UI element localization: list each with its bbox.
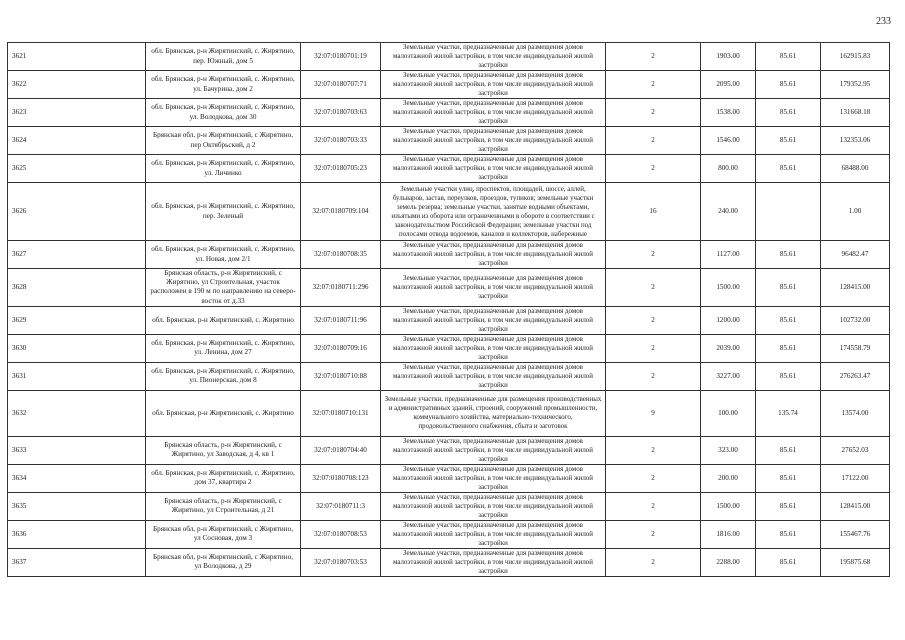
purpose-code-cell: 2 xyxy=(606,334,701,362)
cadastral-value-cell: 13574.00 xyxy=(821,390,890,436)
land-purpose-cell: Земельные участки, предназначенные для размещения производственных и административных зданий, строений, сооружений промышленности, коммунального хозяйства, материально-технического, продовольственного снабжения, сбыта и заготовок xyxy=(381,390,606,436)
area-cell: 1816.00 xyxy=(701,520,756,548)
row-number: 3629 xyxy=(8,306,146,334)
table-row xyxy=(8,43,890,71)
row-number: 3636 xyxy=(8,520,146,548)
cadastral-value-cell: 195875.68 xyxy=(821,548,890,576)
row-number: 3622 xyxy=(8,71,146,99)
area-cell: 323.00 xyxy=(701,436,756,464)
table-row xyxy=(8,464,890,492)
address-cell: обл. Брянская, р-н Жирятинский, с. Жирятино, ул. Бачурина, дом 2 xyxy=(146,71,301,99)
purpose-code-cell: 2 xyxy=(606,155,701,183)
purpose-code-cell: 2 xyxy=(606,362,701,390)
row-number: 3625 xyxy=(8,155,146,183)
cadastral-value-table xyxy=(7,42,890,577)
address-cell: обл. Брянская, р-н Жирятинский, с. Жирятино, ул. Ленина, дом 27 xyxy=(146,334,301,362)
row-number: 3635 xyxy=(8,492,146,520)
cadastral-number-cell: 32:07:0180711:296 xyxy=(301,269,381,307)
cadastral-number-cell: 32:07:0180711:96 xyxy=(301,306,381,334)
rate-cell: 85.61 xyxy=(756,548,821,576)
cadastral-value-cell: 128415.00 xyxy=(821,269,890,307)
purpose-code-cell: 2 xyxy=(606,241,701,269)
area-cell: 1546.00 xyxy=(701,127,756,155)
row-number: 3624 xyxy=(8,127,146,155)
address-cell: обл. Брянская, р-н Жирятинский, с. Жирятино, ул. Новая, дом 2/1 xyxy=(146,241,301,269)
table-row xyxy=(8,436,890,464)
area-cell: 1127.00 xyxy=(701,241,756,269)
table-row xyxy=(8,390,890,436)
address-cell: Брянская область, р-н Жирятинский, с Жирятино, ул Строительная, д 21 xyxy=(146,492,301,520)
address-cell: Брянская область, р-н Жирятинский, с Жирятино, ул Заводская, д 4, кв 1 xyxy=(146,436,301,464)
address-cell: обл. Брянская, р-н Жирятинский, с. Жирятино, ул. Личинко xyxy=(146,155,301,183)
land-purpose-cell: Земельные участки, предназначенные для размещения домов малоэтажной жилой застройки, в том числе индивидуальной жилой застройки xyxy=(381,520,606,548)
rate-cell: 85.61 xyxy=(756,306,821,334)
address-cell: обл. Брянская, р-н Жирятинский, с. Жирятино, пер. Зеленый xyxy=(146,183,301,241)
cadastral-number-cell: 32:07:0180703:53 xyxy=(301,548,381,576)
rate-cell: 85.61 xyxy=(756,436,821,464)
area-cell: 240.00 xyxy=(701,183,756,241)
cadastral-number-cell: 32:07:0180709:104 xyxy=(301,183,381,241)
rate-cell: 85.61 xyxy=(756,492,821,520)
area-cell: 1500.00 xyxy=(701,269,756,307)
purpose-code-cell: 9 xyxy=(606,390,701,436)
cadastral-value-cell: 96482.47 xyxy=(821,241,890,269)
table-row xyxy=(8,183,890,241)
area-cell: 3227.00 xyxy=(701,362,756,390)
page-number: 233 xyxy=(876,16,891,27)
cadastral-number-cell: 32:07:0180710:131 xyxy=(301,390,381,436)
area-cell: 1500.00 xyxy=(701,492,756,520)
address-cell: обл. Брянская, р-н Жирятинский, с. Жирятино xyxy=(146,390,301,436)
row-number: 3626 xyxy=(8,183,146,241)
cadastral-number-cell: 32:07:0180708:35 xyxy=(301,241,381,269)
cadastral-value-cell: 131668.18 xyxy=(821,99,890,127)
rate-cell: 135.74 xyxy=(756,390,821,436)
cadastral-value-cell: 174558.79 xyxy=(821,334,890,362)
address-cell: Брянская обл, р-н Жирятинский, с Жирятино, ул Володкова, д 29 xyxy=(146,548,301,576)
land-purpose-cell: Земельные участки, предназначенные для размещения домов малоэтажной жилой застройки, в том числе индивидуальной жилой застройки xyxy=(381,334,606,362)
table-row xyxy=(8,155,890,183)
table-row xyxy=(8,99,890,127)
table-row xyxy=(8,127,890,155)
rate-cell: 85.61 xyxy=(756,464,821,492)
row-number: 3633 xyxy=(8,436,146,464)
cadastral-value-cell: 162915.83 xyxy=(821,43,890,71)
land-purpose-cell: Земельные участки, предназначенные для размещения домов малоэтажной жилой застройки, в том числе индивидуальной жилой застройки xyxy=(381,71,606,99)
area-cell: 1538.00 xyxy=(701,99,756,127)
rate-cell: 85.61 xyxy=(756,362,821,390)
purpose-code-cell: 2 xyxy=(606,43,701,71)
purpose-code-cell: 2 xyxy=(606,71,701,99)
purpose-code-cell: 2 xyxy=(606,127,701,155)
land-purpose-cell: Земельные участки, предназначенные для размещения домов малоэтажной жилой застройки, в том числе индивидуальной жилой застройки xyxy=(381,436,606,464)
land-purpose-cell: Земельные участки, предназначенные для размещения домов малоэтажной жилой застройки, в том числе индивидуальной жилой застройки xyxy=(381,492,606,520)
cadastral-number-cell: 32:07:0180708:123 xyxy=(301,464,381,492)
cadastral-value-cell: 68488.00 xyxy=(821,155,890,183)
rate-cell: 85.61 xyxy=(756,241,821,269)
cadastral-value-cell: 128415.00 xyxy=(821,492,890,520)
purpose-code-cell: 2 xyxy=(606,464,701,492)
table-row xyxy=(8,362,890,390)
area-cell: 1903.00 xyxy=(701,43,756,71)
table-row xyxy=(8,548,890,576)
land-purpose-cell: Земельные участки, предназначенные для размещения домов малоэтажной жилой застройки, в том числе индивидуальной жилой застройки xyxy=(381,306,606,334)
cadastral-number-cell: 32:07:0180703:63 xyxy=(301,99,381,127)
purpose-code-cell: 2 xyxy=(606,99,701,127)
area-cell: 2095.00 xyxy=(701,71,756,99)
cadastral-value-cell: 17122.00 xyxy=(821,464,890,492)
address-cell: обл. Брянская, р-н Жирятинский, с. Жирятино, ул. Володкова, дом 30 xyxy=(146,99,301,127)
purpose-code-cell: 2 xyxy=(606,436,701,464)
cadastral-value-cell: 179352.95 xyxy=(821,71,890,99)
row-number: 3632 xyxy=(8,390,146,436)
area-cell: 100.00 xyxy=(701,390,756,436)
cadastral-value-cell: 1.00 xyxy=(821,183,890,241)
land-purpose-cell: Земельные участки, предназначенные для размещения домов малоэтажной жилой застройки, в том числе индивидуальной жилой застройки xyxy=(381,548,606,576)
land-purpose-cell: Земельные участки, предназначенные для размещения домов малоэтажной жилой застройки, в том числе индивидуальной жилой застройки xyxy=(381,241,606,269)
cadastral-value-cell: 27652.03 xyxy=(821,436,890,464)
land-purpose-cell: Земельные участки, предназначенные для размещения домов малоэтажной жилой застройки, в том числе индивидуальной жилой застройки xyxy=(381,464,606,492)
purpose-code-cell: 2 xyxy=(606,269,701,307)
rate-cell: 85.61 xyxy=(756,127,821,155)
table-row xyxy=(8,71,890,99)
area-cell: 200.00 xyxy=(701,464,756,492)
rate-cell: 85.61 xyxy=(756,71,821,99)
rate-cell: 85.61 xyxy=(756,269,821,307)
area-cell: 2039.00 xyxy=(701,334,756,362)
row-number: 3623 xyxy=(8,99,146,127)
row-number: 3631 xyxy=(8,362,146,390)
land-purpose-cell: Земельные участки, предназначенные для размещения домов малоэтажной жилой застройки, в том числе индивидуальной жилой застройки xyxy=(381,127,606,155)
land-purpose-cell: Земельные участки улиц, проспектов, площадей, шоссе, аллей, бульваров, застав, переулков, проездов, тупиков; земельные участки земель резерва; земельные участки, занятые водными объектами, изъятыми из оборота или ограниченными в обороте в соответствии с законодательством Российской Федерации; земельные участки под полосами отвода водоемов, каналов и коллекторов, набережные xyxy=(381,183,606,241)
address-cell: обл. Брянская, р-н Жирятинский, с. Жирятино, дом 37, квартира 2 xyxy=(146,464,301,492)
cadastral-value-cell: 276263.47 xyxy=(821,362,890,390)
table-row xyxy=(8,269,890,307)
land-purpose-cell: Земельные участки, предназначенные для размещения домов малоэтажной жилой застройки, в том числе индивидуальной жилой застройки xyxy=(381,99,606,127)
table-row xyxy=(8,306,890,334)
purpose-code-cell: 2 xyxy=(606,520,701,548)
land-purpose-cell: Земельные участки, предназначенные для размещения домов малоэтажной жилой застройки, в том числе индивидуальной жилой застройки xyxy=(381,269,606,307)
cadastral-number-cell: 32:07:0180703:33 xyxy=(301,127,381,155)
cadastral-number-cell: 32:07:0180711:3 xyxy=(301,492,381,520)
cadastral-value-cell: 102732.00 xyxy=(821,306,890,334)
rate-cell xyxy=(756,183,821,241)
area-cell: 2288.00 xyxy=(701,548,756,576)
cadastral-number-cell: 32:07:0180707:71 xyxy=(301,71,381,99)
row-number: 3628 xyxy=(8,269,146,307)
land-purpose-cell: Земельные участки, предназначенные для размещения домов малоэтажной жилой застройки, в том числе индивидуальной жилой застройки xyxy=(381,362,606,390)
address-cell: обл. Брянская, р-н Жирятинский, с. Жирятино, пер. Южный, дом 5 xyxy=(146,43,301,71)
row-number: 3634 xyxy=(8,464,146,492)
table-row xyxy=(8,520,890,548)
row-number: 3637 xyxy=(8,548,146,576)
rate-cell: 85.61 xyxy=(756,334,821,362)
purpose-code-cell: 2 xyxy=(606,548,701,576)
address-cell: обл. Брянская, р-н Жирятинский, с. Жирятино, ул. Пионерская, дом 8 xyxy=(146,362,301,390)
table-row xyxy=(8,241,890,269)
address-cell: обл. Брянская, р-н Жирятинский, с. Жирятино xyxy=(146,306,301,334)
purpose-code-cell: 2 xyxy=(606,492,701,520)
rate-cell: 85.61 xyxy=(756,43,821,71)
rate-cell: 85.61 xyxy=(756,99,821,127)
rate-cell: 85.61 xyxy=(756,155,821,183)
table-row xyxy=(8,492,890,520)
purpose-code-cell: 2 xyxy=(606,306,701,334)
table-row xyxy=(8,334,890,362)
area-cell: 800.00 xyxy=(701,155,756,183)
cadastral-number-cell: 32:07:0180704:40 xyxy=(301,436,381,464)
land-purpose-cell: Земельные участки, предназначенные для размещения домов малоэтажной жилой застройки, в том числе индивидуальной жилой застройки xyxy=(381,155,606,183)
row-number: 3627 xyxy=(8,241,146,269)
cadastral-number-cell: 32:07:0180710:88 xyxy=(301,362,381,390)
rate-cell: 85.61 xyxy=(756,520,821,548)
address-cell: Брянская область, р-н Жирятинский, с Жирятино, ул Строительная, участок расположен в 190 м по направлению на северо-восток от д.33 xyxy=(146,269,301,307)
address-cell: Брянская обл, р-н Жирятинский, с Жирятино, пер Октябрьский, д 2 xyxy=(146,127,301,155)
purpose-code-cell: 16 xyxy=(606,183,701,241)
cadastral-number-cell: 32:07:0180701:19 xyxy=(301,43,381,71)
cadastral-value-cell: 155467.76 xyxy=(821,520,890,548)
cadastral-number-cell: 32:07:0180708:53 xyxy=(301,520,381,548)
row-number: 3630 xyxy=(8,334,146,362)
cadastral-value-cell: 132353.06 xyxy=(821,127,890,155)
address-cell: Брянская обл, р-н Жирятинский, с Жирятино, ул Сосновая, дом 3 xyxy=(146,520,301,548)
cadastral-number-cell: 32:07:0180705:23 xyxy=(301,155,381,183)
row-number: 3621 xyxy=(8,43,146,71)
land-purpose-cell: Земельные участки, предназначенные для размещения домов малоэтажной жилой застройки, в том числе индивидуальной жилой застройки xyxy=(381,43,606,71)
cadastral-number-cell: 32:07:0180709:16 xyxy=(301,334,381,362)
area-cell: 1200.00 xyxy=(701,306,756,334)
